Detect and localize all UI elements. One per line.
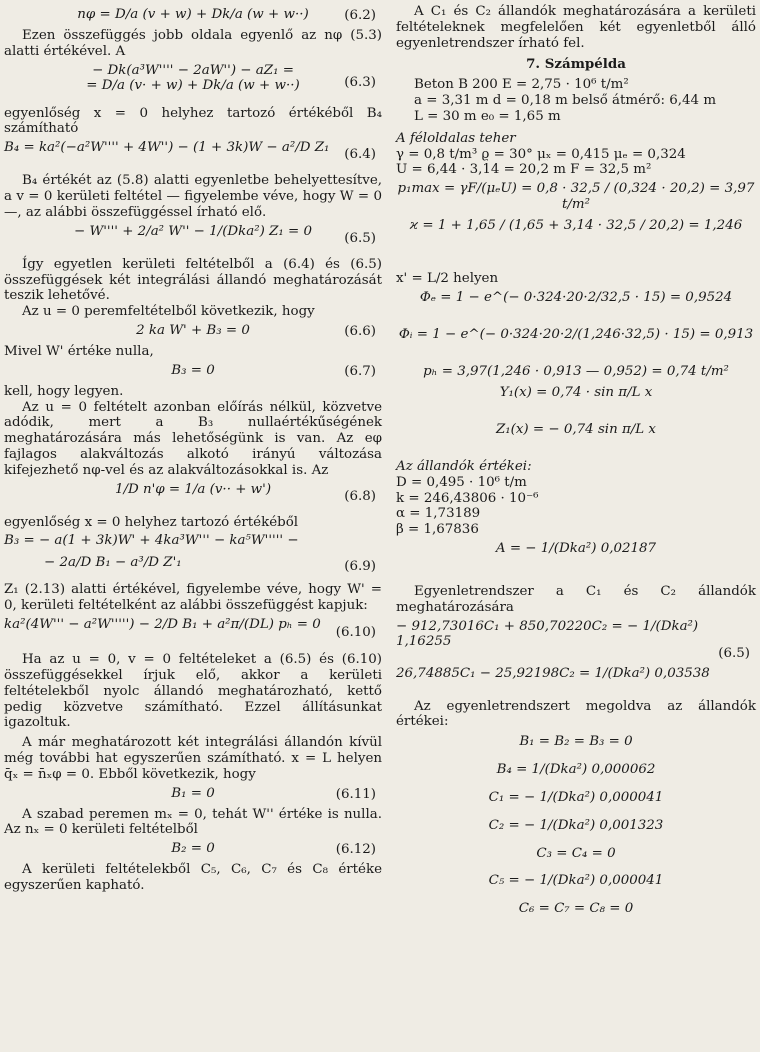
equation-number: (6.6)	[344, 324, 376, 340]
result-line: B₁ = B₂ = B₃ = 0	[519, 734, 633, 750]
equation-6-4	[4, 140, 382, 170]
paragraph: A C₁ és C₂ állandók meghatározására a kerületi feltételeknek megfelelően két egyenletből álló egyenletrendszer írható fel.	[396, 4, 756, 51]
paragraph: Ha az u = 0, v = 0 feltételeket a (6.5) és (6.10) összefüggésekkel írjuk elő, akkor a kerületi feltételekből nyolc állandó meghatározható, kettő pedig közvetve számítható. Ezzel állításunkat igazoltuk.	[4, 652, 382, 731]
equation-6-10	[4, 617, 382, 649]
equation-text: ka²(4W''' − a²W''''') − 2/D B₁ + a²π/(DL) pₕ = 0	[4, 617, 321, 633]
paragraph: B₄ értékét az (5.8) alatti egyenletbe behelyettesítve, a v = 0 kerületi feltétel — figyelembe véve, hogy W = 0 —, az alábbi összefüggéssel írható elő.	[4, 173, 382, 220]
equation-Y1	[396, 385, 756, 419]
section-heading: 7. Számpélda	[526, 56, 626, 73]
equation-number: (6.7)	[344, 363, 376, 379]
equation-6-6	[4, 323, 382, 341]
paragraph: Az egyenletrendszert megoldva az állandók értékei:	[396, 698, 756, 730]
paragraph: Így egyetlen kerületi feltételből a (6.4) és (6.5) összefüggések két integrálási állandó meghatározását teszik lehetővé.	[4, 256, 382, 304]
result-line: C₃ = C₄ = 0	[536, 845, 616, 861]
equation-text: B₃ = 0	[171, 362, 215, 378]
equation-text: 1/D n'φ = 1/a (v·· + w')	[114, 481, 272, 497]
equation-ph	[396, 364, 756, 382]
equation-6-12	[4, 841, 382, 859]
equation-Z1	[396, 422, 756, 456]
equation-phi-e	[396, 290, 756, 324]
data-line: α = 1,73189	[396, 506, 481, 522]
paragraph: Az u = 0 feltételt azonban előírás nélkül, közvetve adódik, mert a B₃ nullaértékűségének meghatározására más lehetőségünk is van. Az eφ fajlagos alakváltozás alkotó irányú változása kifejezhető nφ-vel és az alakváltozásokkal is. Az	[4, 399, 382, 478]
equation-text: = D/a (v· + w) + Dk/a (w + w··)	[86, 78, 300, 94]
input-data	[396, 77, 756, 124]
equation-text: Φₑ = 1 − e^(− 0·324·20·2/32,5 · 15) = 0,9524	[419, 289, 733, 305]
result-line: B₄ = 1/(Dka²) 0,000062	[496, 762, 656, 778]
paragraph: Z₁ (2.13) alatti értékével, figyelembe véve, hogy W' = 0, kerületi feltételként az alábbi összefüggést kapjuk:	[4, 582, 382, 614]
equation-number: (6.8)	[344, 488, 376, 504]
equation-A	[396, 541, 756, 581]
equation-text: B₂ = 0	[171, 841, 215, 857]
equation-number: (6.9)	[344, 558, 376, 574]
equation-6-8	[4, 482, 382, 512]
equation-text: − 2a/D B₁ − a³/D Z'₁	[44, 555, 182, 571]
paragraph: A szabad peremen mₓ = 0, tehát W'' értéke is nulla. Az nₓ = 0 kerületi feltételből	[4, 806, 382, 838]
equation-text: 26,74885C₁ − 25,92198C₂ = 1/(Dka²) 0,03538	[396, 665, 710, 681]
equation-number: (6.4)	[344, 147, 376, 163]
data-line: γ = 0,8 t/m³ ϱ = 30° μₓ = 0,415 μₑ = 0,324	[396, 146, 686, 162]
equation-text: − W'''' + 2/a² W'' − 1/(Dka²) Z₁ = 0	[73, 223, 313, 239]
result-line: C₆ = C₇ = C₈ = 0	[518, 901, 634, 917]
equation-text: ϰ = 1 + 1,65 / (1,65 + 3,14 · 32,5 / 20,2) = 1,246	[409, 218, 743, 234]
equation-6-11	[4, 786, 382, 804]
result-line: C₁ = − 1/(Dka²) 0,000041	[488, 789, 664, 805]
paragraph: egyenlőség x = 0 helyhez tartozó értékéből	[4, 514, 299, 530]
equation-number: (6.5)	[718, 645, 750, 661]
equation-text: nφ = D/a (v + w) + Dk/a (w + w··)	[77, 7, 309, 22]
equation-number: (6.2)	[344, 8, 376, 24]
equation-number: (6.5)	[344, 230, 376, 246]
equation-kappa	[396, 218, 756, 268]
equation-6-2	[4, 7, 382, 25]
left-column	[4, 4, 382, 894]
paragraph: kell, hogy legyen.	[4, 383, 124, 399]
load-data	[396, 147, 756, 179]
equation-text: Z₁(x) = − 0,74 sin π/L x	[495, 421, 656, 437]
equation-text: A = − 1/(Dka²) 0,02187	[495, 541, 657, 556]
subheading: A féloldalas teher	[396, 130, 516, 146]
equation-number: (6.3)	[344, 74, 376, 90]
equation-phi-i	[396, 327, 756, 361]
equation-text: B₄ = ka²(−a²W'''' + 4W'') − (1 + 3k)W − a²/D Z₁	[4, 140, 330, 156]
data-line: L = 30 m e₀ = 1,65 m	[414, 108, 561, 124]
equation-text: B₁ = 0	[171, 785, 215, 801]
equation-p1max	[396, 181, 756, 215]
data-line: k = 246,43806 · 10⁻⁶	[396, 490, 539, 506]
paragraph: egyenlőség x = 0 helyhez tartozó értékéből B₄ számítható	[4, 105, 382, 137]
equation-text: pₕ = 3,97(1,246 · 0,913 — 0,952) = 0,74 t/m²	[423, 363, 729, 379]
data-line: β = 1,67836	[396, 522, 479, 538]
equation-6-7	[4, 363, 382, 381]
equation-text: Y₁(x) = 0,74 · sin π/L x	[499, 384, 653, 400]
equation-6-9	[4, 533, 382, 579]
result-line: C₅ = − 1/(Dka²) 0,000041	[488, 873, 664, 889]
paragraph: Egyenletrendszer a C₁ és C₂ állandók meghatározására	[396, 584, 756, 615]
paragraph: Az u = 0 peremfeltételből következik, hogy	[22, 304, 315, 320]
paragraph: x' = L/2 helyen	[396, 271, 499, 287]
paragraph: A kerületi feltételekből C₅, C₆, C₇ és C₈ értéke egyszerűen kapható.	[4, 862, 382, 893]
equation-text: 2 ka W' + B₃ = 0	[136, 322, 250, 338]
data-line: Beton B 200 E = 2,75 · 10⁶ t/m²	[414, 77, 629, 93]
subheading: Az állandók értékei:	[396, 458, 532, 474]
result-line: C₂ = − 1/(Dka²) 0,001323	[488, 817, 664, 833]
data-line: a = 3,31 m d = 0,18 m belső átmérő: 6,44 m	[414, 93, 717, 109]
paragraph: Ezen összefüggés jobb oldala egyenlő az nφ (5.3) alatti értékével. A	[4, 28, 382, 59]
equation-text: p₁max = γF/(μₑU) = 0,8 · 32,5 / (0,324 · 20,2) = 3,97 t/m²	[397, 181, 755, 212]
equation-6-3	[4, 63, 382, 103]
equation-number: (6.10)	[335, 625, 376, 641]
equation-6-5	[4, 224, 382, 254]
paragraph: Mivel W' értéke nulla,	[4, 343, 154, 359]
data-line: D = 0,495 · 10⁶ t/m	[396, 474, 527, 490]
data-line: U = 6,44 · 3,14 = 20,2 m F = 32,5 m²	[396, 162, 652, 178]
equation-text: − Dk(a³W'''' − 2aW'') − aZ₁ =	[92, 62, 294, 78]
equation-system-1	[396, 619, 756, 663]
results-list	[396, 734, 756, 917]
paragraph: A már meghatározott két integrálási állandón kívül még további hat egyszerűen számítható. x = L helyen q̄ₓ = n̄ₓφ = 0. Ebből következik, hogy	[4, 735, 382, 782]
equation-text: Φᵢ = 1 − e^(− 0·324·20·2/(1,246·32,5) · 15) = 0,913	[398, 326, 754, 342]
equation-text: − 912,73016C₁ + 850,70220C₂ = − 1/(Dka²) 1,16255	[396, 618, 699, 650]
equation-number: (6.11)	[335, 786, 376, 802]
equation-system-2	[396, 666, 756, 696]
equation-text: B₃ = − a(1 + 3k)W' + 4ka³W''' − ka⁵W''''' −	[4, 533, 299, 549]
constants-list	[396, 475, 756, 538]
equation-number: (6.12)	[335, 842, 376, 858]
right-column	[396, 4, 756, 921]
